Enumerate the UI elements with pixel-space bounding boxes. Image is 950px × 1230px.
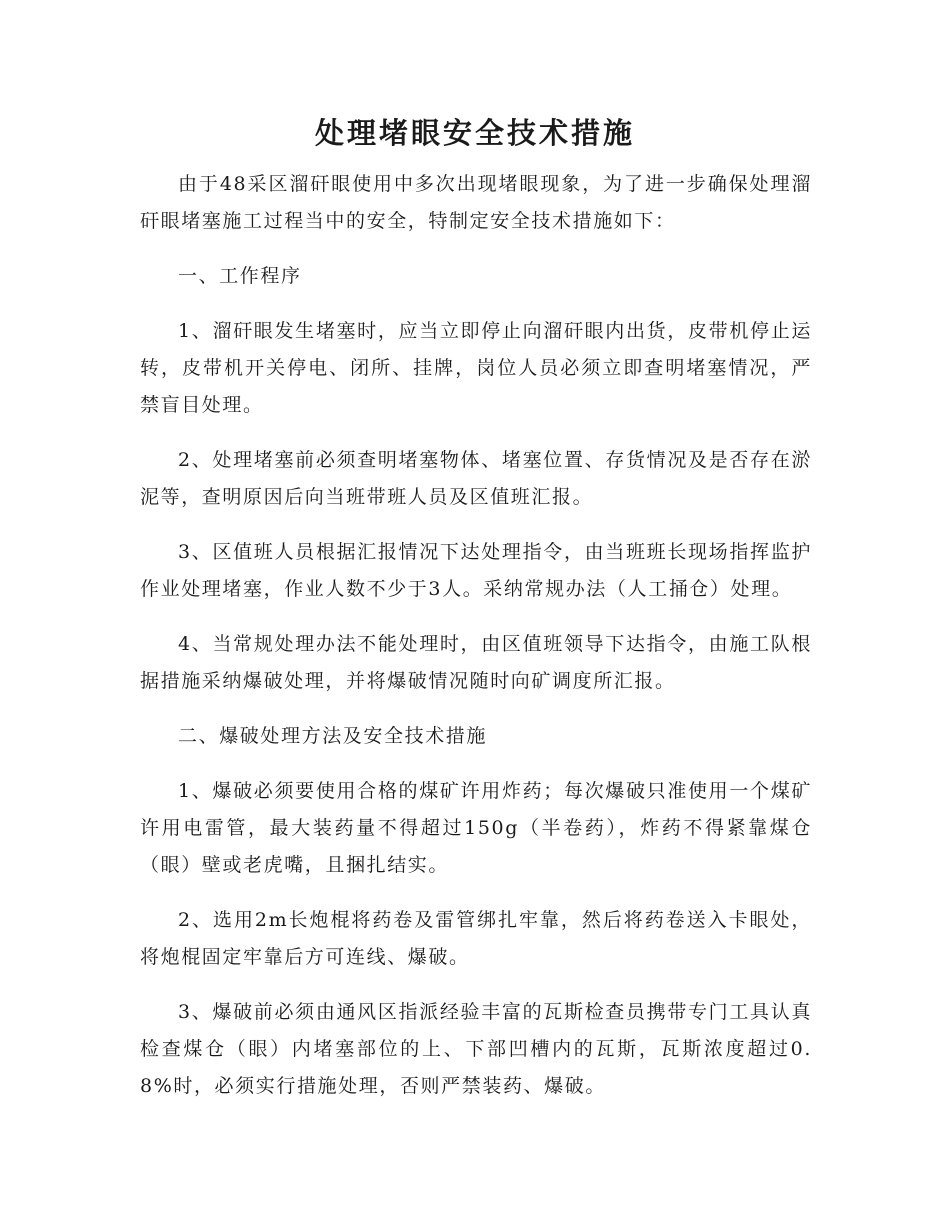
intro-paragraph: 由于48采区溜矸眼使用中多次出现堵眼现象，为了进一步确保处理溜矸眼堵塞施工过程当中的安全，特制定安全技术措施如下： [140,173,812,232]
procedure-item-4: 4、当常规处理办法不能处理时，由区值班领导下达指令，由施工队根据措施采纳爆破处理，并将爆破情况随时向矿调度所汇报。 [140,633,812,692]
procedure-item-1: 1、溜矸眼发生堵塞时，应当立即停止向溜矸眼内出货，皮带机停止运转，皮带机开关停电、闭所、挂牌，岗位人员必须立即查明堵塞情况，严禁盲目处理。 [140,320,812,416]
blasting-item-3: 3、爆破前必须由通风区指派经验丰富的瓦斯检查员携带专门工具认真检查煤仓（眼）内堵塞部位的上、下部凹槽内的瓦斯，瓦斯浓度超过0.8%时，必须实行措施处理，否则严禁装药、爆破。 [140,1001,812,1097]
procedure-item-2: 2、处理堵塞前必须查明堵塞物体、堵塞位置、存货情况及是否存在淤泥等，查明原因后向当班带班人员及区值班汇报。 [140,449,812,508]
blasting-item-2: 2、选用2m长炮棍将药卷及雷管绑扎牢靠，然后将药卷送入卡眼处，将炮棍固定牢靠后方可连线、爆破。 [140,909,812,968]
blasting-item-1: 1、爆破必须要使用合格的煤矿许用炸药；每次爆破只准使用一个煤矿许用电雷管，最大装药量不得超过150g（半卷药），炸药不得紧靠煤仓（眼）壁或老虎嘴，且捆扎结实。 [140,780,812,876]
section-heading-blasting: 二、爆破处理方法及安全技术措施 [178,725,488,747]
document-body [140,166,812,1123]
section-heading-work-procedure: 一、工作程序 [178,265,302,287]
procedure-item-3: 3、区值班人员根据汇报情况下达处理指令，由当班班长现场指挥监护作业处理堵塞，作业人数不少于3人。采纳常规办法（人工捅仓）处理。 [140,541,812,600]
document-title: 处理堵眼安全技术措施 [314,116,635,150]
